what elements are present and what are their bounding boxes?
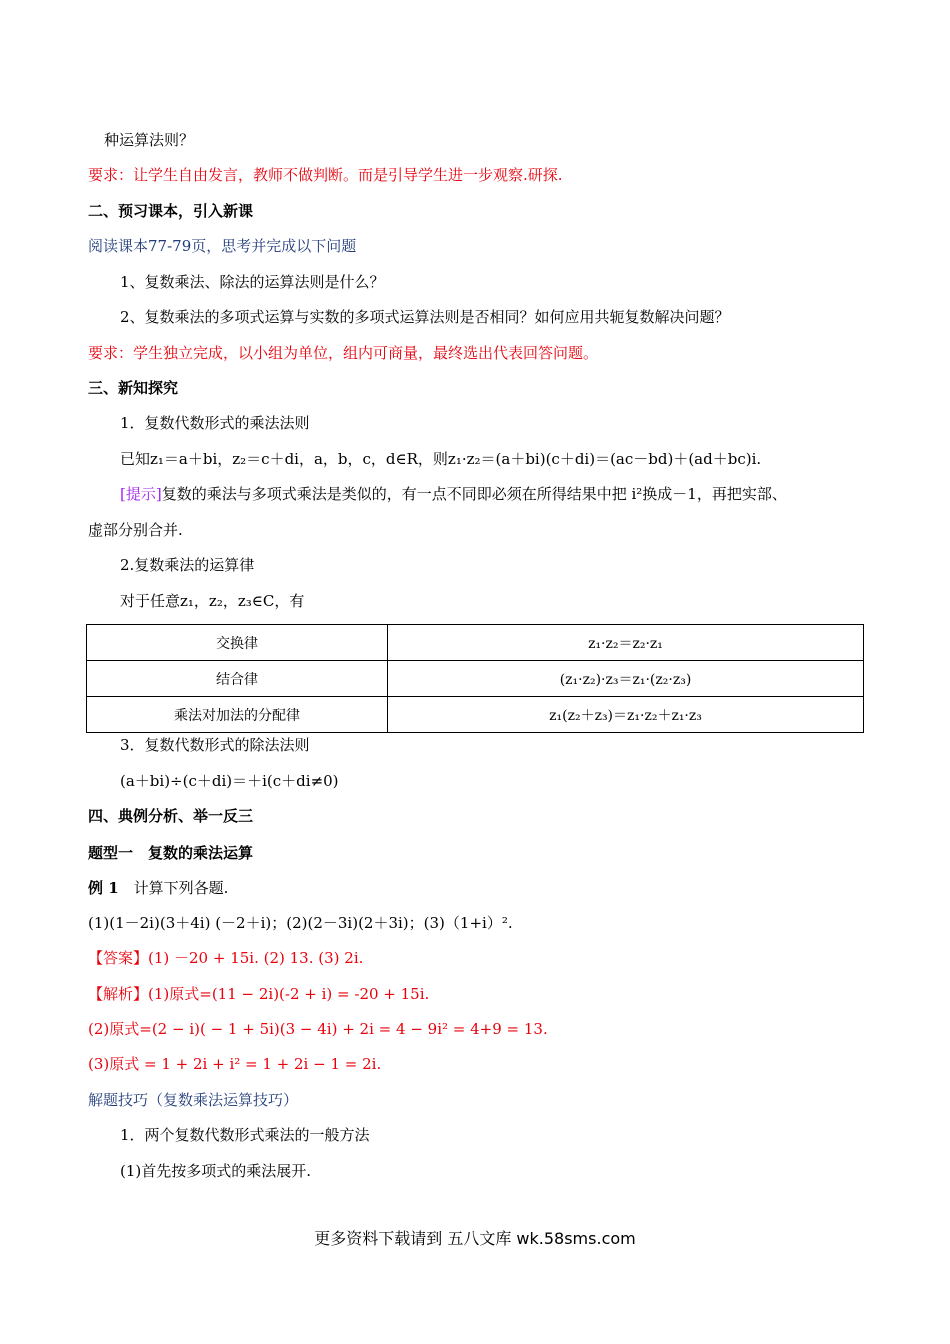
solution-line: (3)原式 = 1 + 2i + i² = 1 + 2i − 1 = 2i. [88,1055,382,1073]
requirement-note: 要求：学生独立完成，以小组为单位，组内可商量，最终选出代表回答问题。 [88,344,599,362]
problem-type-heading: 题型一 复数的乘法运算 [88,844,254,862]
table-row [87,697,864,733]
example-text: 计算下列各题. [118,879,229,897]
hint-tag: [提示] [120,485,162,503]
hint-line [120,484,787,504]
law-formula: (z₁·z₂)·z₃＝z₁·(z₂·z₃) [388,661,864,697]
question-item: 1、复数乘法、除法的运算法则是什么？ [120,273,385,291]
law-name: 结合律 [87,661,388,697]
solution-line: 【解析】(1)原式=(11 − 2i)(-2 + i) = -20 + 15i. [88,985,430,1003]
multiplication-rule: 已知z₁＝a＋bi，z₂＝c＋di，a，b，c，d∈R，则z₁·z₂＝(a＋bi)(c＋di)＝(ac－bd)＋(ad＋bc)i. [120,450,762,468]
example-problems: (1)(1－2i)(3＋4i) (－2＋i)；(2)(2－3i)(2＋3i)；(3)（1+i）². [88,914,513,932]
example-title [88,878,228,898]
text-line: 虚部分别合并. [88,521,183,539]
hint-text: 复数的乘法与多项式乘法是类似的，有一点不同即必须在所得结果中把 i²换成－1，再把实部、 [161,485,787,503]
text-line: 对于任意z₁，z₂，z₃∈C，有 [120,592,305,610]
reading-task: 阅读课本77-79页，思考并完成以下问题 [88,237,357,255]
law-formula: z₁·z₂＝z₂·z₁ [388,625,864,661]
table-row [87,625,864,661]
law-name: 交换律 [87,625,388,661]
law-name: 乘法对加法的分配律 [87,697,388,733]
section-heading: 二、预习课本，引入新课 [88,202,254,220]
answer-line: 【答案】(1) －20 + 15i. (2) 13. (3) 2i. [88,949,364,967]
requirement-note: 要求：让学生自由发言，教师不做判断。而是引导学生进一步观察.研探. [88,166,563,184]
example-label: 例 1 [88,879,119,897]
subsection-title: 3．复数代数形式的除法法则 [120,736,310,754]
operation-laws-table [86,624,864,733]
text-line: 种运算法则？ [104,131,195,149]
subsection-title: 2.复数乘法的运算律 [120,556,255,574]
technique-step: (1)首先按多项式的乘法展开. [120,1162,312,1180]
solution-line: (2)原式=(2 − i)( − 1 + 5i)(3 − 4i) + 2i = 4 − 9i² = 4+9 = 13. [88,1020,548,1038]
technique-item: 1．两个复数代数形式乘法的一般方法 [120,1126,370,1144]
law-formula: z₁(z₂＋z₃)＝z₁·z₂＋z₁·z₃ [388,697,864,733]
subsection-title: 1．复数代数形式的乘法法则 [120,414,310,432]
technique-heading: 解题技巧（复数乘法运算技巧） [88,1091,299,1109]
section-heading: 四、典例分析、举一反三 [88,807,254,825]
question-item: 2、复数乘法的多项式运算与实数的多项式运算法则是否相同？如何应用共轭复数解决问题？ [120,308,730,326]
table-row [87,661,864,697]
section-heading: 三、新知探究 [88,379,179,397]
footer-download-note: 更多资料下载请到 五八文库 wk.58sms.com [314,1229,636,1248]
division-rule: (a＋bi)÷(c＋di)＝＋i(c＋di≠0) [120,772,339,790]
